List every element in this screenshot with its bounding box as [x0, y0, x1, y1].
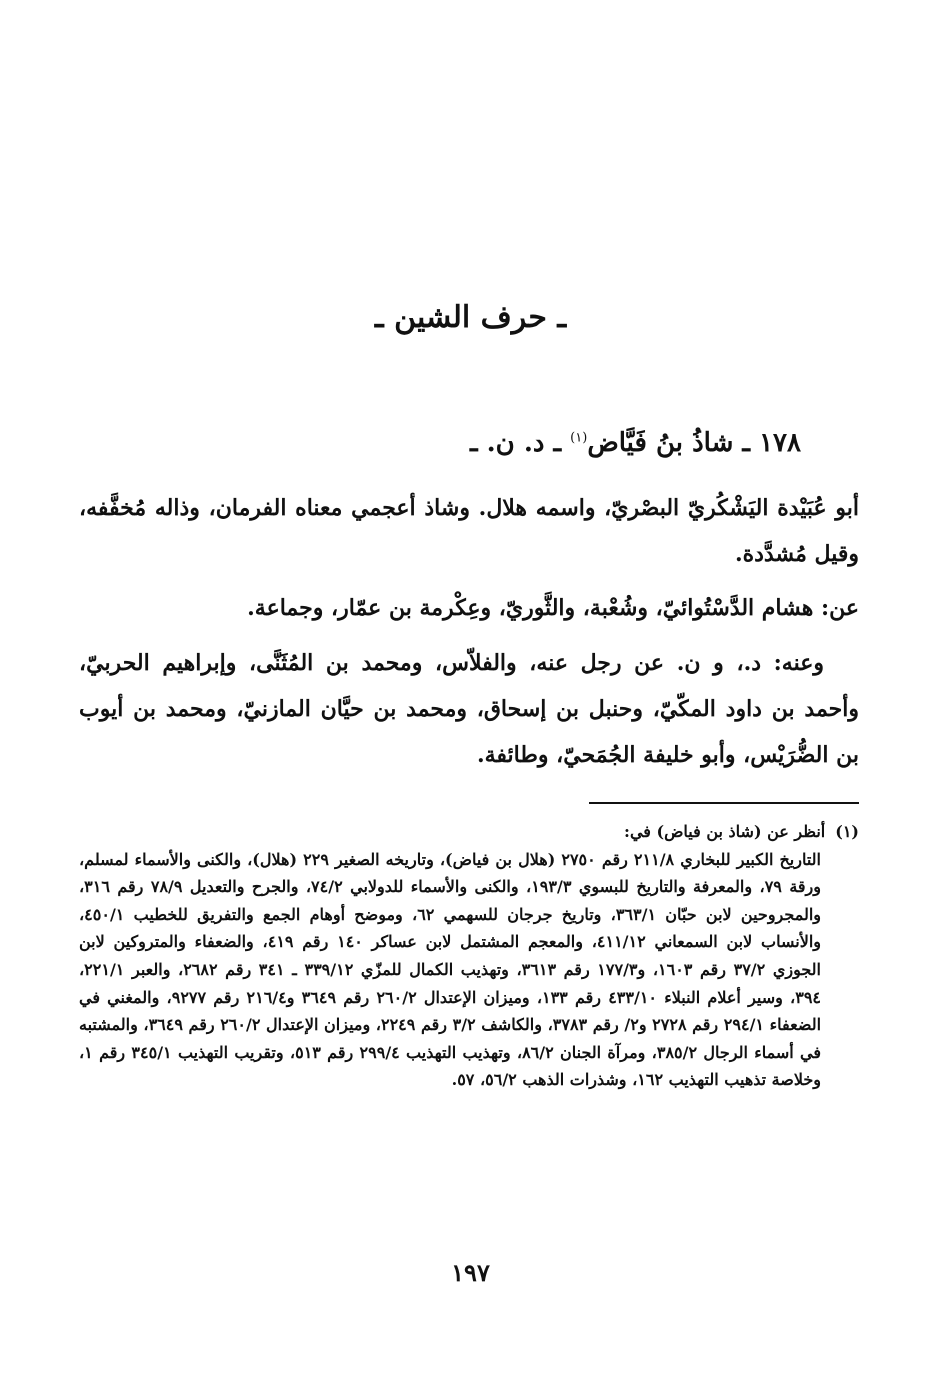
- entry-paragraph-kunya: أبو عُبَيْدة اليَشْكُريّ البصْريّ، واسمه هلال. وشاذ أعجمي معناه الفرمان، وذاله مُخفَّفه، وقيل مُشدَّدة.: [79, 495, 859, 567]
- footnote-header: [79, 818, 859, 846]
- section-title: ـ حرف الشين ـ: [374, 300, 567, 335]
- footnote-intro: أنظر عن (شاذ بن فياض) في:: [624, 822, 826, 841]
- footnote-divider: [589, 802, 859, 804]
- entry-heading-sigla: ـ د. ن. ـ: [469, 428, 571, 458]
- footnote-number: (١): [835, 822, 859, 841]
- page-number: ١٩٧: [451, 1258, 490, 1287]
- entry-paragraph-teachers: عن: هشام الدَّسْتُوائيّ، وشُعْبة، والثَّوريّ، وعِكْرمة بن عمّار، وجماعة.: [247, 595, 859, 621]
- footnote-reference[interactable]: (١): [570, 430, 588, 446]
- entry-paragraph-students: وعنه: د.، و ن. عن رجل عنه، والفلاّس، ومحمد بن المُثَنَّى، وإبراهيم الحربيّ، وأحمد بن داود المكّيّ، وحنبل بن إسحاق، ومحمد بن حيَّان المازنيّ، ومحمد بن أيوب بن الضُّرَيْس، وأبو خليفة الجُمَحيّ، وطائفة.: [79, 650, 860, 768]
- footnote: [79, 818, 859, 1094]
- entry-heading-name: ١٧٨ ـ شاذُ بنُ فَيَّاض: [587, 428, 801, 458]
- entry-heading: [101, 428, 801, 458]
- footnote-text: التاريخ الكبير للبخاري ٢١١/٨ رقم ٢٧٥٠ (هلال بن فياض)، وتاريخه الصغير ٢٢٩ (هلال)، والكنى والأسماء لمسلم، ورقة ٧٩، والمعرفة والتاريخ للبسوي ١٩٣/٣، والكنى والأسماء للدولابي ٧٤/٢، والجرح والتعديل ٧٨/٩ رقم ٣١٦، والمجروحين لابن حبّان ٣٦٣/١، وتاريخ جرجان للسهمي ٦٢، وموضح أوهام الجمع والتفريق للخطيب ٤٥٠/١، والأنساب لابن السمعاني ٤١١/١٢، والمعجم المشتمل لابن عساكر ١٤٠ رقم ٤١٩، والضعفاء والمتروكين لابن الجوزي ٣٧/٢ رقم ١٦٠٣، و١٧٧/٣ رقم ٣٦١٣، وتهذيب الكمال للمزّي ٣٣٩/١٢ ـ ٣٤١ رقم ٢٦٨٢، والعبر ٢٢١/١، ٣٩٤، وسير أعلام النبلاء ٤٣٣/١٠ رقم ١٣٣، وميزان الإعتدال ٢٦٠/٢ رقم ٣٦٤٩ و٢١٦/٤ رقم ٩٢٧٧، والمغني في الضعفاء ٢٩٤/١ رقم ٢٧٢٨ و٢/ رقم ٣٧٨٣، والكاشف ٣/٢ رقم ٢٢٤٩، وميزان الإعتدال ٢٦٠/٢ رقم ٣٦٤٩، والمشتبه في أسماء الرجال ٣٨٥/٢، ومرآة الجنان ٨٦/٢، وتهذيب التهذيب ٢٩٩/٤ رقم ٥١٣، وتقريب التهذيب ٣٤٥/١ رقم ١، وخلاصة تذهيب التهذيب ١٦٢، وشذرات الذهب ٥٦/٢، ٥٧.: [79, 849, 822, 1090]
